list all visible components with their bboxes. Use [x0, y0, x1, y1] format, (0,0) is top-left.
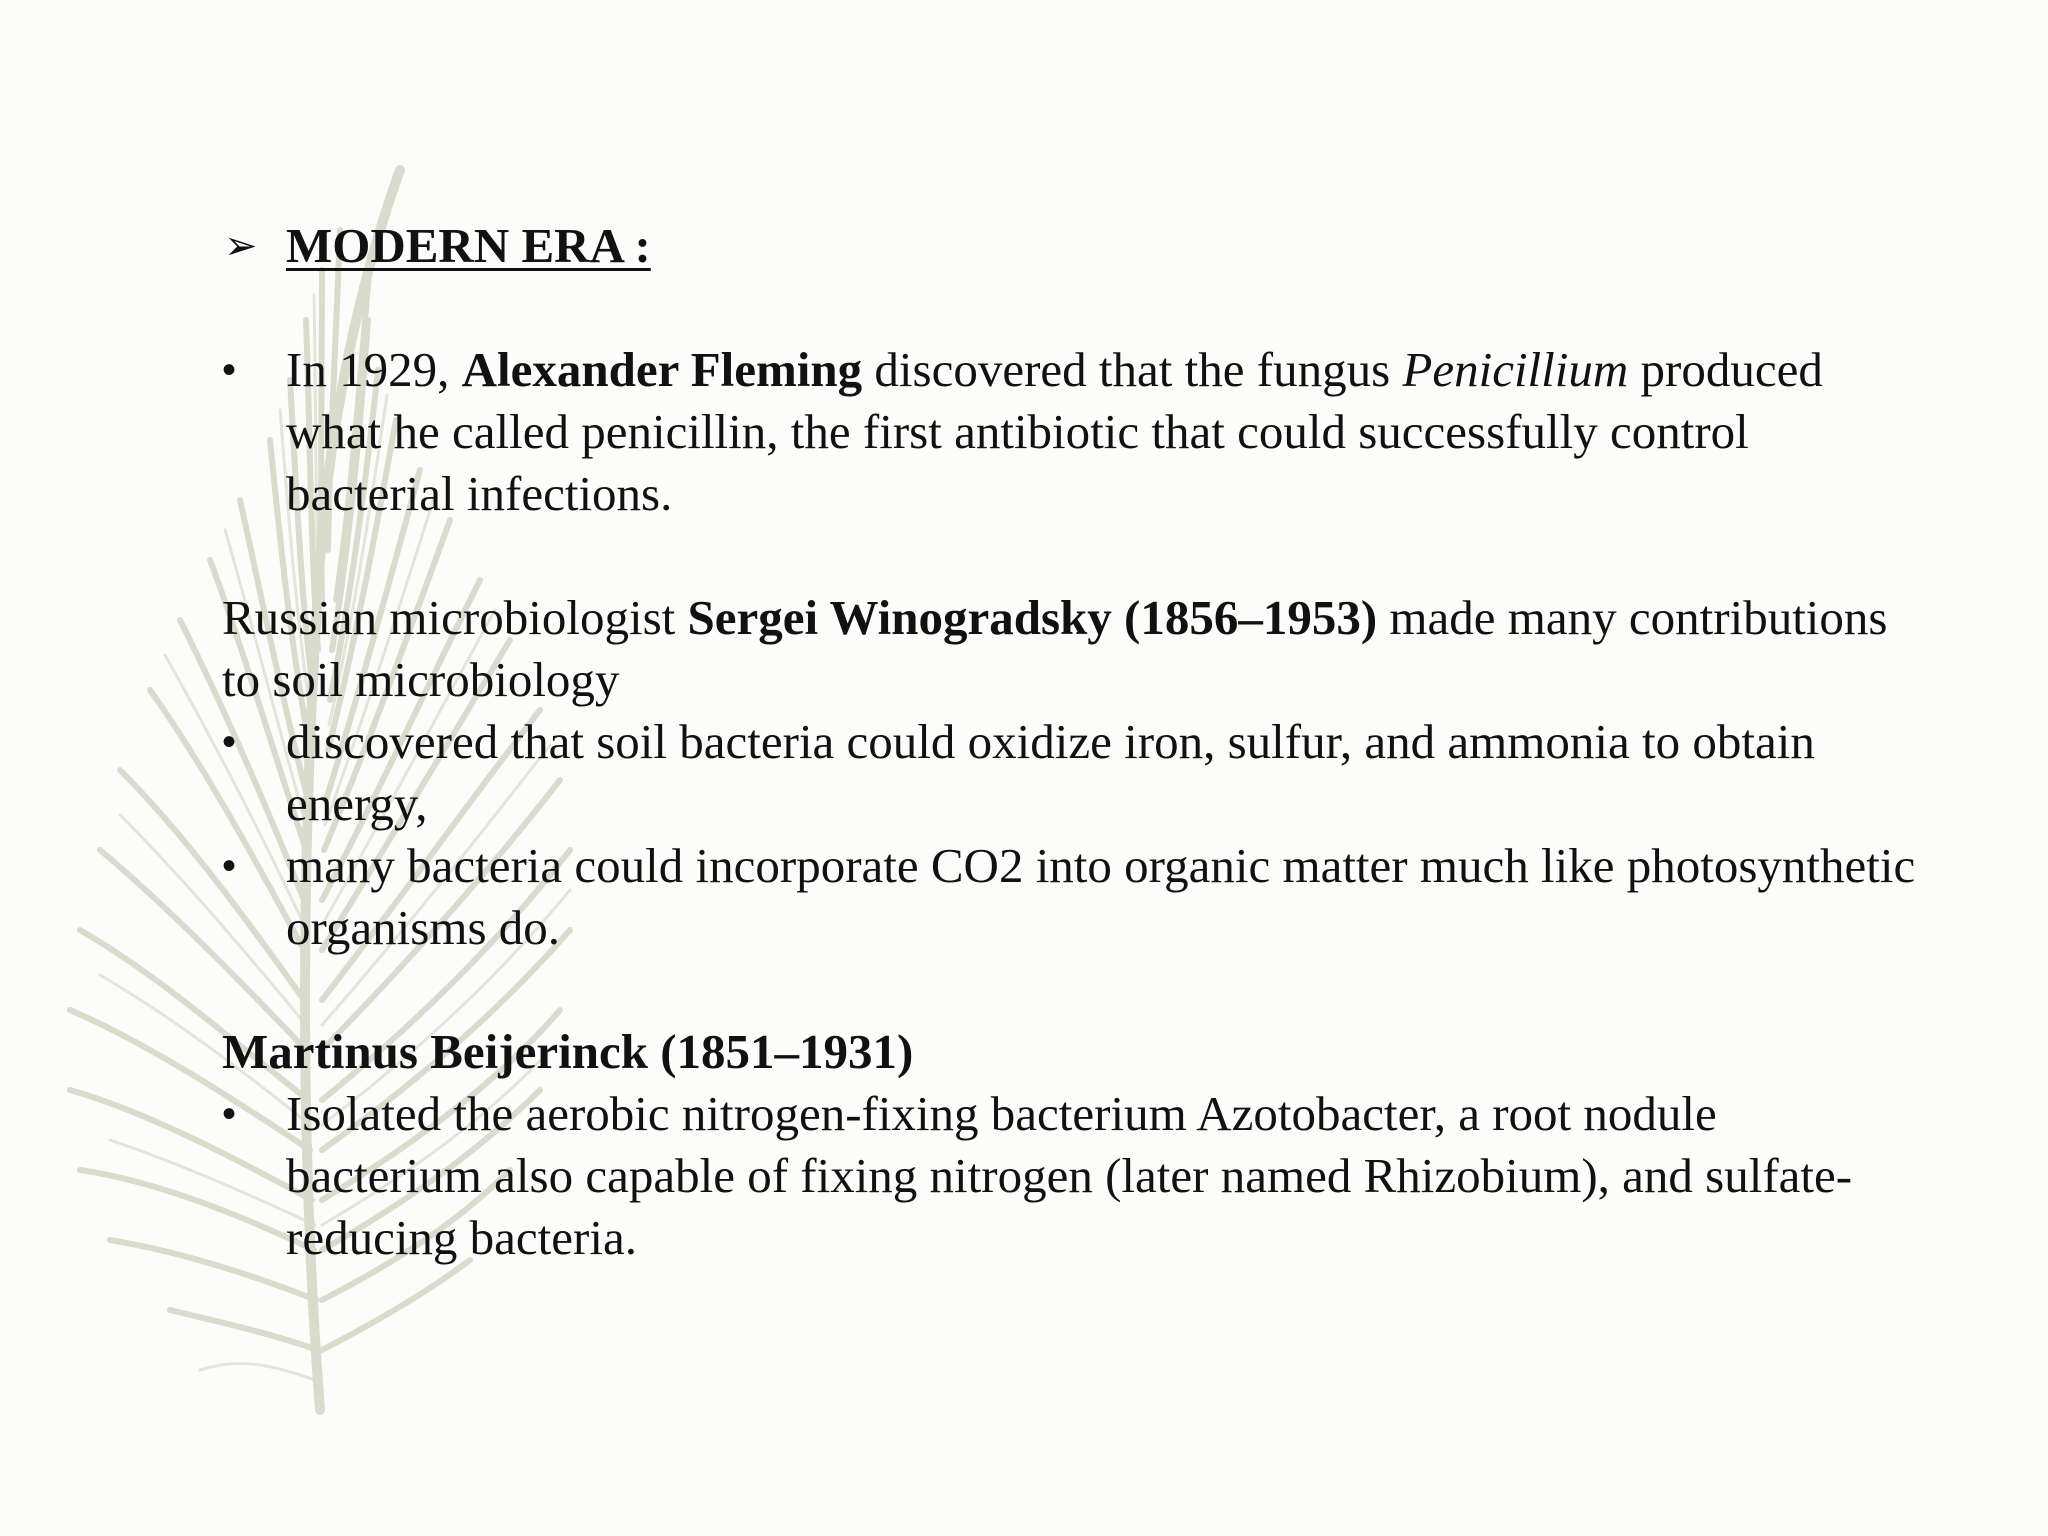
winogradsky-intro-prefix: Russian microbiologist — [222, 590, 688, 645]
fleming-mid: discovered that the fungus — [862, 342, 1403, 397]
fleming-name: Alexander Fleming — [461, 342, 863, 397]
bullet-icon: • — [222, 720, 237, 764]
bullet-icon: • — [222, 348, 237, 392]
fleming-prefix: In 1929, — [286, 342, 462, 397]
beijerinck-heading — [222, 1021, 1922, 1083]
section-title: MODERN ERA : — [286, 218, 651, 273]
arrow-bullet-icon: ➢ — [224, 223, 258, 269]
beijerinck-name: Martinus Beijerinck (1851–1931) — [222, 1024, 914, 1079]
fleming-genus: Penicillium — [1402, 342, 1629, 397]
beijerinck-bullet-1 — [222, 1083, 1922, 1269]
slide-content — [222, 215, 1922, 1269]
bullet-icon: • — [222, 844, 237, 888]
section-heading — [222, 215, 1922, 277]
spacer — [222, 525, 1922, 587]
bullet-icon: • — [222, 1092, 237, 1136]
winogradsky-bullet-1 — [222, 711, 1922, 835]
fleming-bullet — [222, 339, 1922, 525]
spacer — [222, 959, 1922, 1021]
beijerinck-bullet-text: Isolated the aerobic nitrogen-fixing bacterium Azotobacter, a root nodule bacterium also capable of fixing nitrogen (later named Rhizobium), and sulfate-reducing bacteria. — [286, 1086, 1853, 1265]
fleming-suffix: produced what he called penicillin, the first antibiotic that could successfully control bacterial infections. — [286, 342, 1823, 521]
winogradsky-name: Sergei Winogradsky (1856–1953) — [687, 590, 1378, 645]
winogradsky-intro-suffix: made many contributions to soil microbiology — [222, 590, 1888, 707]
winogradsky-intro — [222, 587, 1922, 711]
winogradsky-bullet-text: discovered that soil bacteria could oxidize iron, sulfur, and ammonia to obtain energy, — [286, 714, 1815, 831]
winogradsky-bullet-text: many bacteria could incorporate CO2 into organic matter much like photosynthetic organisms do. — [286, 838, 1916, 955]
winogradsky-bullet-2 — [222, 835, 1922, 959]
